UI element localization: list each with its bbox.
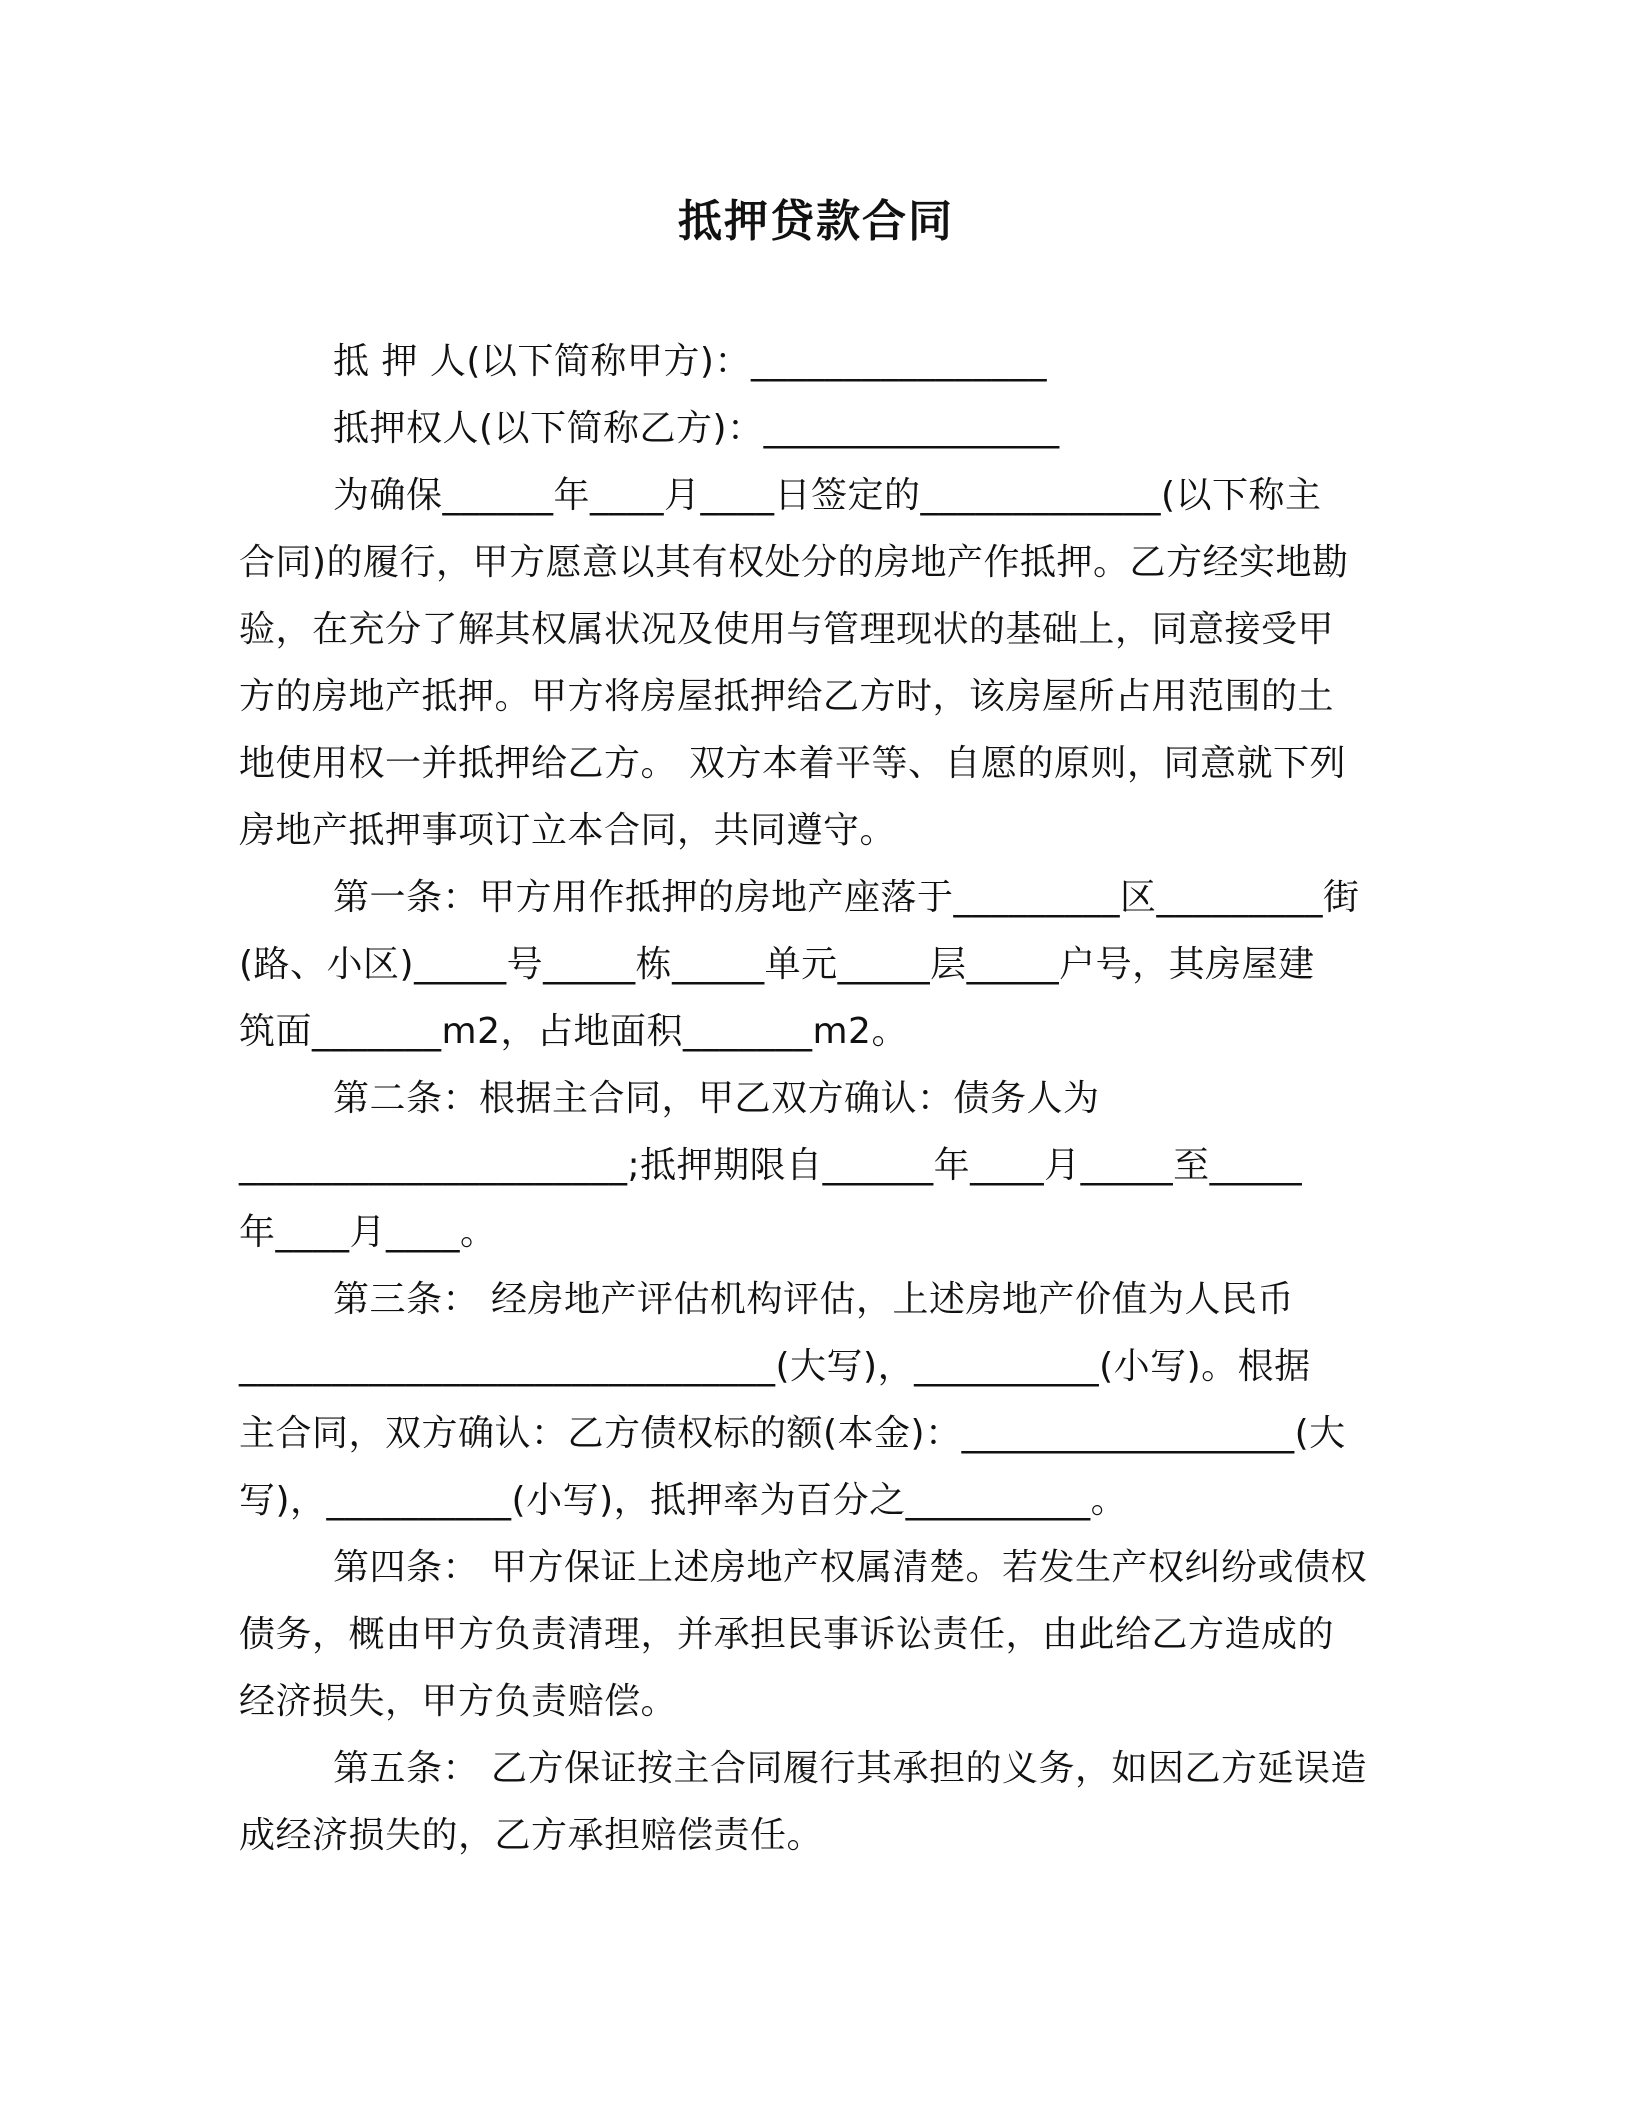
mortgagee-line: 抵押权人(以下简称乙方)：________________	[333, 408, 1060, 449]
article-2-line-3: 年____月____。	[239, 1212, 497, 1253]
article-4-line-2: 债务，概由甲方负责清理，并承担民事诉讼责任，由此给乙方造成的	[239, 1614, 1335, 1655]
article-2-line-1: 第二条：根据主合同，甲乙双方确认：债务人为	[333, 1078, 1100, 1119]
preamble-line-4: 方的房地产抵押。甲方将房屋抵押给乙方时，该房屋所占用范围的土	[239, 676, 1335, 717]
preamble-line-6: 房地产抵押事项订立本合同，共同遵守。	[239, 810, 897, 851]
mortgagor-line: 抵 押 人(以下简称甲方)：________________	[333, 341, 1047, 382]
article-2-line-2: _____________________;抵押期限自______年____月_____至_____	[239, 1145, 1303, 1186]
article-4-line-3: 经济损失，甲方负责赔偿。	[239, 1681, 678, 1722]
preamble-line-3: 验，在充分了解其权属状况及使用与管理现状的基础上，同意接受甲	[239, 609, 1335, 650]
article-5-line-1: 第五条： 乙方保证按主合同履行其承担的义务，如因乙方延误造	[333, 1748, 1367, 1789]
article-4-line-1: 第四条： 甲方保证上述房地产权属清楚。若发生产权纠纷或债权	[333, 1547, 1367, 1588]
article-1-line-3: 筑面_______m2，占地面积_______m2。	[239, 1011, 908, 1052]
article-3-line-4: 写)，__________(小写)，抵押率为百分之__________。	[239, 1480, 1128, 1521]
article-3-line-1: 第三条： 经房地产评估机构评估，上述房地产价值为人民币	[333, 1279, 1294, 1320]
preamble-line-2: 合同)的履行，甲方愿意以其有权处分的房地产作抵押。乙方经实地勘	[239, 542, 1349, 583]
article-3-line-2: _____________________________(大写)，__________(小写)。根据	[239, 1346, 1311, 1387]
article-1-line-1: 第一条：甲方用作抵押的房地产座落于_________区_________街	[333, 877, 1360, 918]
article-5-line-2: 成经济损失的，乙方承担赔偿责任。	[239, 1815, 824, 1856]
preamble-line-1: 为确保______年____月____日签定的_____________(以下称主	[333, 475, 1322, 516]
preamble-line-5: 地使用权一并抵押给乙方。 双方本着平等、自愿的原则，同意就下列	[239, 743, 1346, 784]
article-1-line-2: (路、小区)_____号_____栋_____单元_____层_____户号，其房屋建	[239, 944, 1315, 985]
document-title: 抵押贷款合同	[678, 196, 954, 247]
article-3-line-3: 主合同，双方确认：乙方债权标的额(本金)：__________________(大	[239, 1413, 1346, 1454]
